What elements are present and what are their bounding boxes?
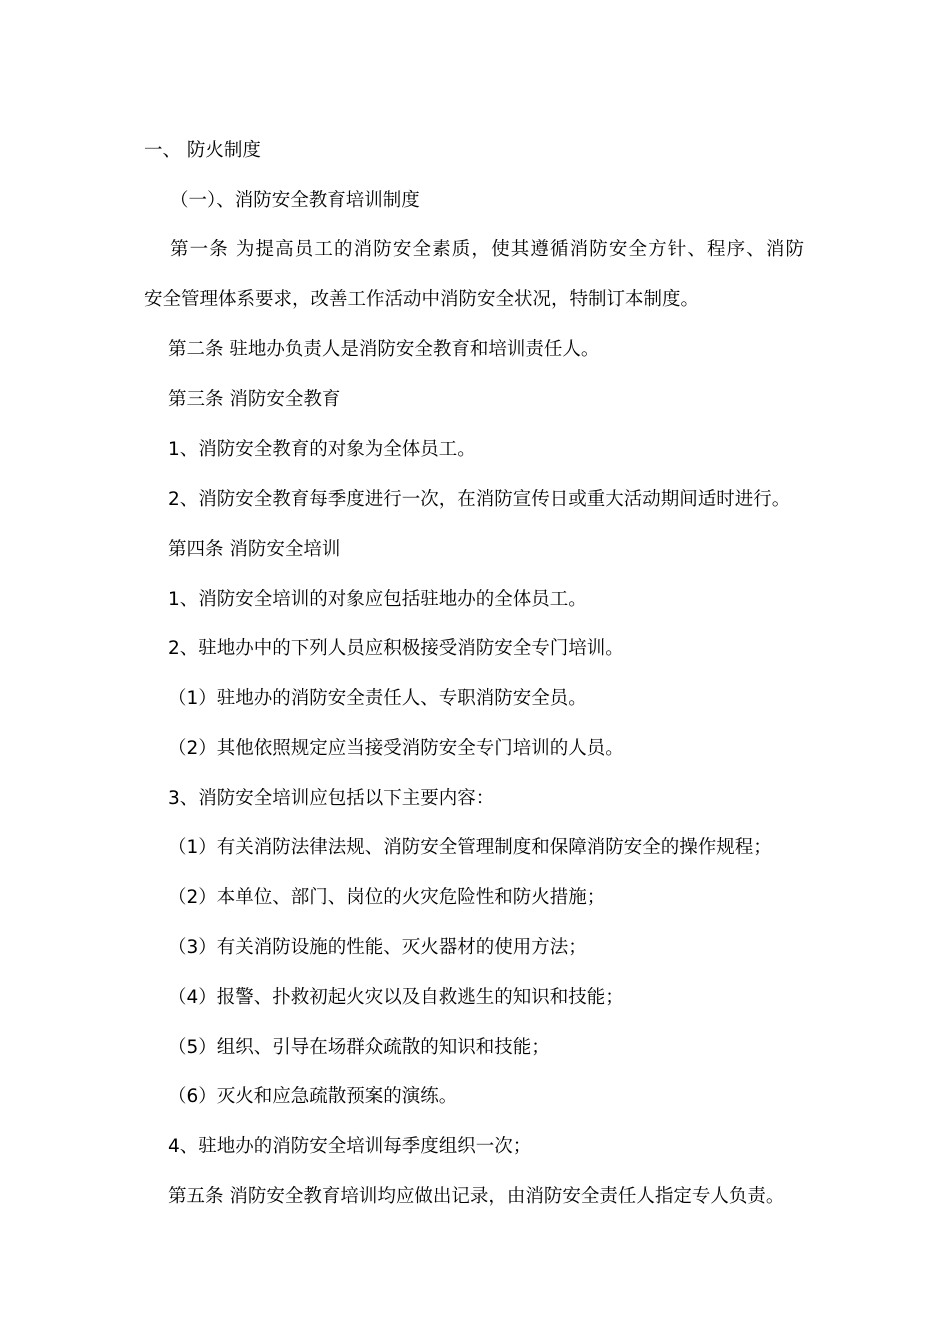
section-heading: 一、 防火制度	[144, 140, 261, 161]
article-4-item-4: 4、驻地办的消防安全培训每季度组织一次；	[168, 1136, 532, 1157]
article-4-item-3-sub-2: （2）本单位、部门、岗位的火灾危险性和防火措施；	[168, 887, 606, 908]
article-4-item-2-sub-1: （1）驻地办的消防安全责任人、专职消防安全员。	[168, 688, 587, 709]
article-3-item-1: 1、消防安全教育的对象为全体员工。	[168, 439, 476, 460]
article-2: 第二条 驻地办负责人是消防安全教育和培训责任人。	[168, 339, 600, 360]
article-4-item-3-sub-6: （6）灭火和应急疏散预案的演练。	[168, 1086, 458, 1107]
article-4-item-3: 3、消防安全培训应包括以下主要内容：	[168, 788, 495, 809]
article-3-item-2: 2、消防安全教育每季度进行一次，在消防宣传日或重大活动期间适时进行。	[168, 489, 791, 510]
article-5: 第五条 消防安全教育培训均应做出记录，由消防安全责任人指定专人负责。	[168, 1186, 785, 1207]
article-4-item-2-sub-2: （2）其他依照规定应当接受消防安全专门培训的人员。	[168, 738, 624, 759]
article-1-line-2: 安全管理体系要求，改善工作活动中消防安全状况，特制订本制度。	[144, 289, 700, 310]
article-4-item-3-sub-3: （3）有关消防设施的性能、灭火器材的使用方法；	[168, 937, 587, 958]
subsection-heading: （一）、消防安全教育培训制度	[170, 190, 420, 211]
article-4-item-2: 2、驻地办中的下列人员应积极接受消防安全专门培训。	[168, 638, 624, 659]
article-4-item-3-sub-4: （4）报警、扑救初起火灾以及自救逃生的知识和技能；	[168, 987, 624, 1008]
article-4: 第四条 消防安全培训	[168, 539, 341, 560]
article-3: 第三条 消防安全教育	[168, 389, 341, 410]
article-4-item-3-sub-1: （1）有关消防法律法规、消防安全管理制度和保障消防安全的操作规程；	[168, 837, 772, 858]
article-4-item-1: 1、消防安全培训的对象应包括驻地办的全体员工。	[168, 589, 587, 610]
article-1-line-1: 第一条 为提高员工的消防安全素质，使其遵循消防安全方针、程序、消防	[170, 239, 804, 260]
article-4-item-3-sub-5: （5）组织、引导在场群众疏散的知识和技能；	[168, 1037, 550, 1058]
